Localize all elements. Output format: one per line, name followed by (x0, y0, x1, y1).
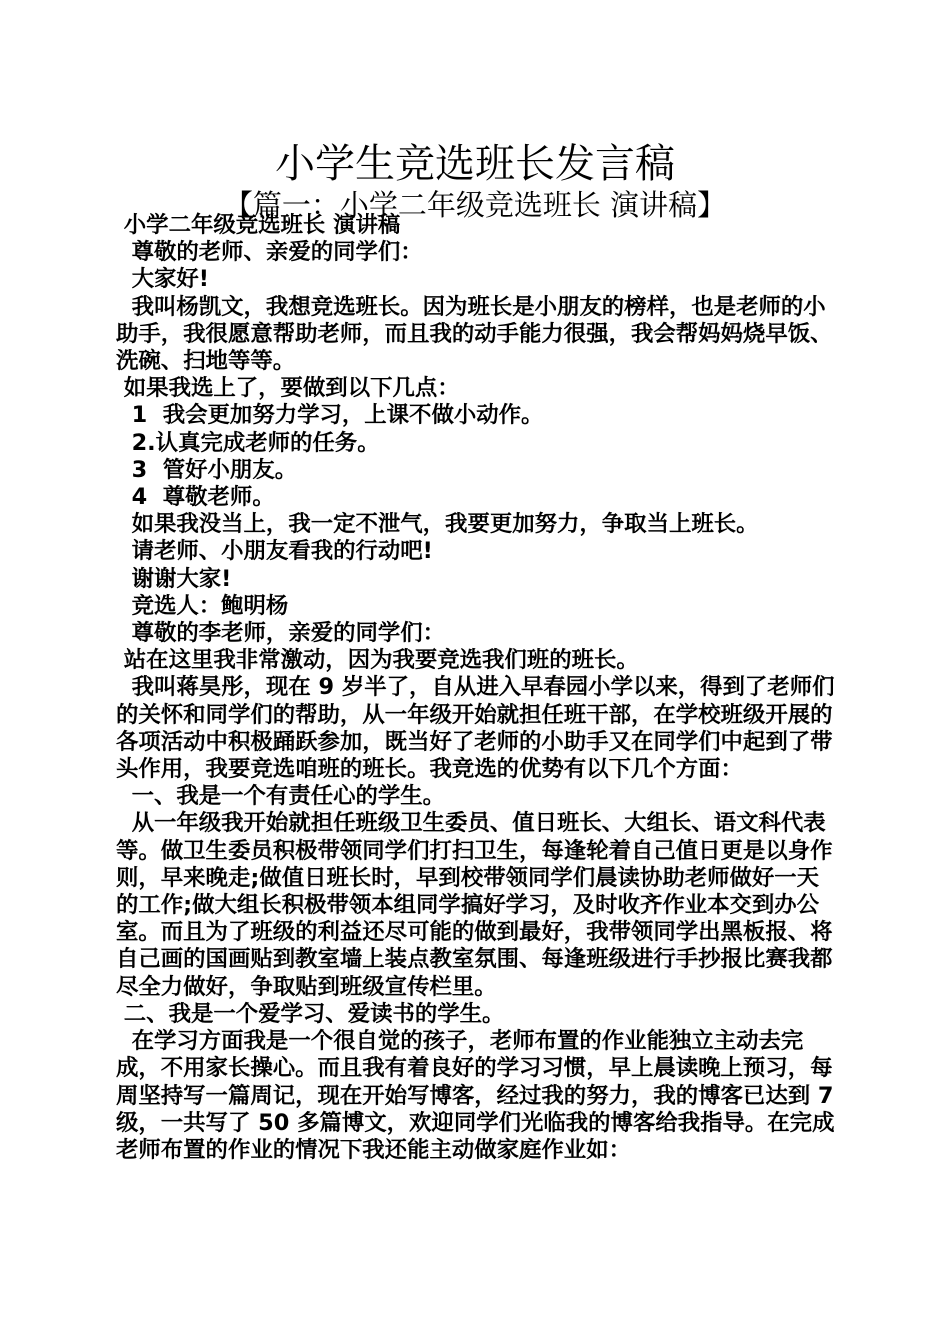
paragraph: 谢谢大家! (116, 565, 232, 592)
paragraph: 在学习方面我是一个很自觉的孩子，老师布置的作业能独立主动去完成，不用家长操心。而且我有着良好的学习习惯，早上晨读晚上预习，每周坚持写一篇周记，现在开始写博客，经过我的努力，我的博客已达到 7 级，一共写了 50 多篇博文，欢迎同学们光临我的博客给我指导。在完成老师布置的作业的情况下我还能主动做家庭作业如： (116, 1028, 842, 1163)
paragraph: 竞选人：鲍明杨 (116, 592, 289, 619)
paragraph: 尊敬的李老师，亲爱的同学们： (116, 620, 446, 647)
paragraph: 请老师、小朋友看我的行动吧! (116, 538, 433, 565)
paragraph: 尊敬的老师、亲爱的同学们： (116, 239, 423, 266)
paragraph: 我叫蒋昊彤，现在 9 岁半了，自从进入早春园小学以来，得到了老师们的关怀和同学们的帮助，从一年级开始就担任班干部，在学校班级开展的各项活动中积极踊跃参加，既当好了老师的小助手又在同学们中起到了带头作用，我要竞选咱班的班长。我竞选的优势有以下几个方面： (116, 674, 835, 783)
paragraph: 二、我是一个爱学习、爱读书的学生。 (116, 1000, 505, 1027)
paragraph: 如果我没当上，我一定不泄气，我要更加努力，争取当上班长。 (116, 511, 759, 538)
document-body (116, 212, 842, 1164)
paragraph: 小学二年级竞选班长 演讲稿 (116, 212, 401, 238)
paragraph: 我叫杨凯文，我想竞选班长。因为班长是小朋友的榜样，也是老师的小助手，我很愿意帮助老师，而且我的动手能力很强，我会帮妈妈烧早饭、洗碗、扫地等等。 (116, 293, 833, 375)
paragraph: 站在这里我非常激动，因为我要竞选我们班的班长。 (116, 647, 639, 674)
paragraph: 一、我是一个有责任心的学生。 (116, 783, 446, 810)
document-subtitle: 【篇一：小学二年级竞选班长 演讲稿】 (223, 188, 727, 223)
paragraph: 1 我会更加努力学习，上课不做小动作。 (116, 402, 544, 429)
paragraph: 如果我选上了，要做到以下几点： (116, 375, 460, 402)
document-title: 小学生竞选班长发言稿 (275, 140, 675, 187)
paragraph: 从一年级我开始就担任班级卫生委员、值日班长、大组长、语文科代表等。做卫生委员积极带领同学们打扫卫生，每逢轮着自己值日更是以身作则，早来晚走;做值日班长时，早到校带领同学们晨读协助老师做好一天的工作;做大组长积极带领本组同学搞好学习，及时收齐作业本交到办公室。而且为了班级的利益还尽可能的做到最好，我带领同学出黑板报、将自己画的国画贴到教室墙上装点教室氛围、每逢班级进行手抄报比赛我都尽全力做好，争取贴到班级宣传栏里。 (116, 810, 833, 1000)
paragraph: 4 尊敬老师。 (116, 484, 275, 511)
paragraph: 2.认真完成老师的任务。 (116, 429, 380, 456)
paragraph: 3 管好小朋友。 (116, 456, 298, 483)
paragraph: 大家好! (116, 266, 209, 293)
